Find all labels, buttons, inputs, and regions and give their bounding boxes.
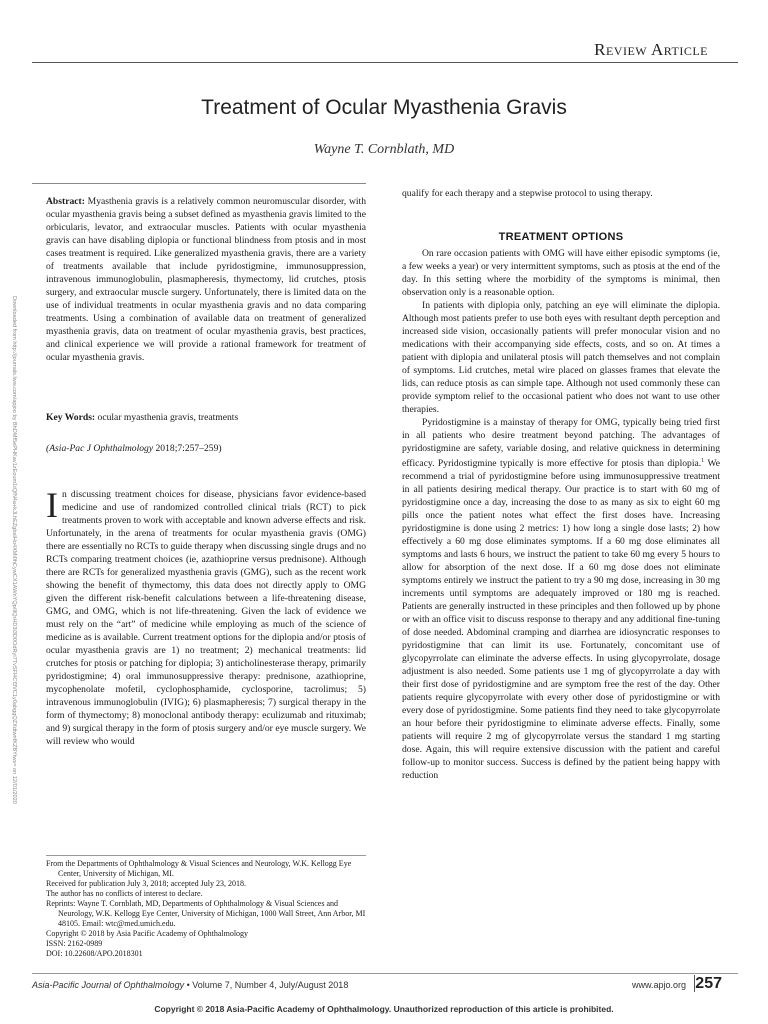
section-heading-treatment: TREATMENT OPTIONS	[498, 231, 624, 243]
footnote-doi: DOI: 10.22608/APO.2018301	[46, 949, 143, 958]
page-number: 257	[695, 975, 722, 992]
citation-details: 2018;7:257–259)	[153, 443, 222, 454]
footnote-divider	[46, 855, 366, 856]
abstract-label: Abstract:	[46, 196, 85, 207]
abstract-box	[32, 183, 366, 476]
footnotes	[46, 859, 366, 959]
citation-journal: (Asia-Pac J Ophthalmology	[46, 443, 154, 454]
footnote-reprints: Reprints: Wayne T. Cornblath, MD, Departments of Ophthalmology & Visual Sciences and Neurology, W.K. Kellogg Eye Center, University of Michigan, 1000 Wall Street, Ann Arbor, MI 48105. Email: wtc@med.umich.edu.	[46, 899, 366, 928]
section-label: Review Article	[594, 40, 708, 59]
pyridostigmine-text-start: Pyridostigmine is a mainstay of therapy for OMG, typically being tried first in all patients who desire treatment beyond patching. The advantages of pyridostigmine are safety, variable dosing, and relative quickness in determining efficacy. Pyridostigmine typically is more effective for ptosis than diplopia.	[402, 417, 720, 470]
footer-journal	[32, 980, 348, 990]
footer-divider	[32, 973, 738, 974]
article-author: Wayne T. Cornblath, MD	[313, 142, 455, 157]
footer-journal-name: Asia-Pacific Journal of Ophthalmology	[32, 980, 185, 990]
abstract	[46, 195, 366, 364]
keywords	[46, 411, 366, 424]
download-note: Downloaded from http://journals.lww.com/apjoo by BhDMf5ePHKav1zEoum1tQfN4a+kJLhEZgbsIHo4XMi0hCywCX1AWnYQp/IlQrHD3i3D0OdRyi7TvSFl4Cf3VC1y0abggQZXdtwnfKZBYtws= on 12/01/2020	[11, 296, 17, 804]
treatment-paragraph-mechanical: In patients with diplopia only, patching an eye will eliminate the diplopia. Although most patients prefer to use both eyes with resultant depth perception and increased side vision, occasionally patients will prefer monocular vision and no medications with their accompanying side effects, costs, and so on. At times a patient with diplopia and unilateral ptosis will patch themselves and not complain of symptoms. Lid crutches, metal wire placed on glasses frames that elevate the lids, can reduce ptosis as can simple tape. Although not used commonly these can provide symptom relief to the occasional patient who does not want to use other therapies.	[402, 300, 720, 415]
intro-section	[46, 485, 366, 748]
citation	[46, 442, 366, 455]
abstract-text: Myasthenia gravis is a relatively common neuromuscular disorder, with ocular myasthenia gravis being a subset defined as myasthenia gravis limited to the orbicularis, levator, and extraocular muscles. Patients with ocular myasthenia gravis can have disabling diplopia or functional blindness from ptosis and in most cases treatment is required. Like generalized myasthenia gravis, there are a variety of treatments available that include pyridostigmine, immunosuppression, intravenous immunoglobulin, plasmapheresis, thymectomy, lid crutches, ptosis surgery, and extraocular muscle surgery. Unfortunately, there is limited data on the use of individual treatments in ocular myasthenia gravis and no data comparing treatments. Using a combination of available data on treatment of generalized myasthenia gravis, data on treatment of ocular myasthenia gravis, best practices, and clinical experience we will provide a rational framework for treatment of ocular myasthenia gravis.	[46, 196, 366, 363]
intro-continued: qualify for each therapy and a stepwise protocol to using therapy.	[402, 188, 653, 199]
drop-cap: I	[46, 485, 58, 525]
keywords-label: Key Words:	[46, 412, 96, 423]
intro-paragraph	[46, 485, 366, 748]
keywords-text: ocular myasthenia gravis, treatments	[95, 412, 239, 423]
treatment-section	[402, 247, 720, 782]
pyridostigmine-text-rest: We recommend a trial of pyridostigmine before using immunosuppressive treatment in all patients desiring medical therapy. Our practice is to start with 60 mg of pyridostigmine once a day, increasing the dose to as many as six to eight 60 mg pills once the patient notes what effect the first doses have. Increasing pyridostigmine is done using 2 metrics: 1) how long a single dose lasts; 2) how effectively a 60 mg dose eliminates symptoms. If a 60 mg dose eliminates all symptoms and lasts 6 hours, we instruct the patient to take 60 mg every 5 hours to allow for absorption of the next dose. If a 60 mg dose does not eliminate symptoms entirely we instruct the patient to try a 90 mg dose, increasing in 30 mg increments until symptoms are adequately improved or 180 mg is reached. Patients are generally instructed in these principles and then followed up by phone or with an office visit to discuss response to therapy and any additional fine-tuning of dose needed. Abdominal cramping and diarrhea are idiosyncratic responses to pyridostigmine that can limit its use. Fortunately, concomitant use of glycopyrrolate can eliminate the adverse effects. In using glycopyrrolate, dosage adjustment is also needed. Some patients use 1 mg of glycopyrrolate a day with their first dose of pyridostigmine and are symptom free the rest of the day. Other patients require glycopyrrolate with every other dose of pyridostigmine or with every dose of pyridostigmine. Some patients find they need to take glycopyrrolate an hour before their pyridostigmine to eliminate adverse effects. Finally, some patients will require 2 mg of glycopyrrolate versus the standard 1 mg starting dose. Again, this will require extensive discussion with the patient and careful follow-up to monitor success. Success is defined by the patient being happy with reduction	[402, 458, 720, 782]
footer-url[interactable]: www.apjo.org	[631, 980, 686, 990]
treatment-paragraph-pyridostigmine	[402, 416, 720, 782]
footnote-affiliation: From the Departments of Ophthalmology & Visual Sciences and Neurology, W.K. Kellogg Eye Center, University of Michigan, MI.	[46, 859, 352, 878]
article-title: Treatment of Ocular Myasthenia Gravis	[201, 96, 567, 119]
footnote-conflict: The author has no conflicts of interest to declare.	[46, 889, 203, 898]
footnote-received: Received for publication July 3, 2018; accepted July 23, 2018.	[46, 879, 246, 888]
copyright-notice: Copyright © 2018 Asia-Pacific Academy of Ophthalmology. Unauthorized reproduction of this article is prohibited.	[154, 1004, 614, 1014]
section-divider	[32, 62, 738, 63]
footer-issue: • Volume 7, Number 4, July/August 2018	[184, 980, 349, 990]
treatment-paragraph-observation: On rare occasion patients with OMG will have either episodic symptoms (ie, a few weeks a year) or very intermittent symptoms, such as ptosis at the end of the day. In this setting where the morbidity of the symptoms is minimal, then observation only is a reasonable option.	[402, 248, 720, 298]
footnote-issn: ISSN: 2162-0989	[46, 939, 103, 948]
intro-text: n discussing treatment choices for disease, physicians favor evidence-based medicine and use of randomized controlled clinical trials (RCT) to pick treatments proven to work with acceptable and known adverse effects and risk. Unfortunately, in the arena of treatments for ocular myasthenia gravis (OMG) there are essentially no RCTs to guide therapy when discussing single drugs and no RCTs comparing treatment choices (ie, azathioprine versus prednisone). Although there are RCTs for generalized myasthenia gravis (GMG), such as the recent work showing the benefit of thymectomy, this data does not directly apply to OMG given the different risk-benefit calculations between a life-threatening disease, GMG, and OMG, which is not life-threatening. Given the lack of evidence we must rely on the “art” of medicine while employing as much of the science of medicine as is available. Current treatment options for the diplopia and/or ptosis of ocular myasthenia gravis are 1) no treatment; 2) mechanical treatments: lid crutches for ptosis or patching for diplopia; 3) anticholinesterase therapy, primarily pyridostigmine; 4) oral immunosuppressive therapy: prednisone, azathioprine, mycophenolate mofetil, cyclophosphamide, cyclosporine, tacrolimus; 5) intravenous immunoglobulin (IVIG); 6) plasmapheresis; 7) surgical therapy in the form of thymectomy; 8) monoclonal antibody therapy: eculizumab and rituximab; and 9) surgical therapy in the form of ptosis surgery and/or eye muscle surgery. We will review who would	[46, 489, 366, 747]
footnote-copyright: Copyright © 2018 by Asia Pacific Academy of Ophthalmology	[46, 929, 249, 938]
reference-marker: 1	[701, 458, 705, 464]
